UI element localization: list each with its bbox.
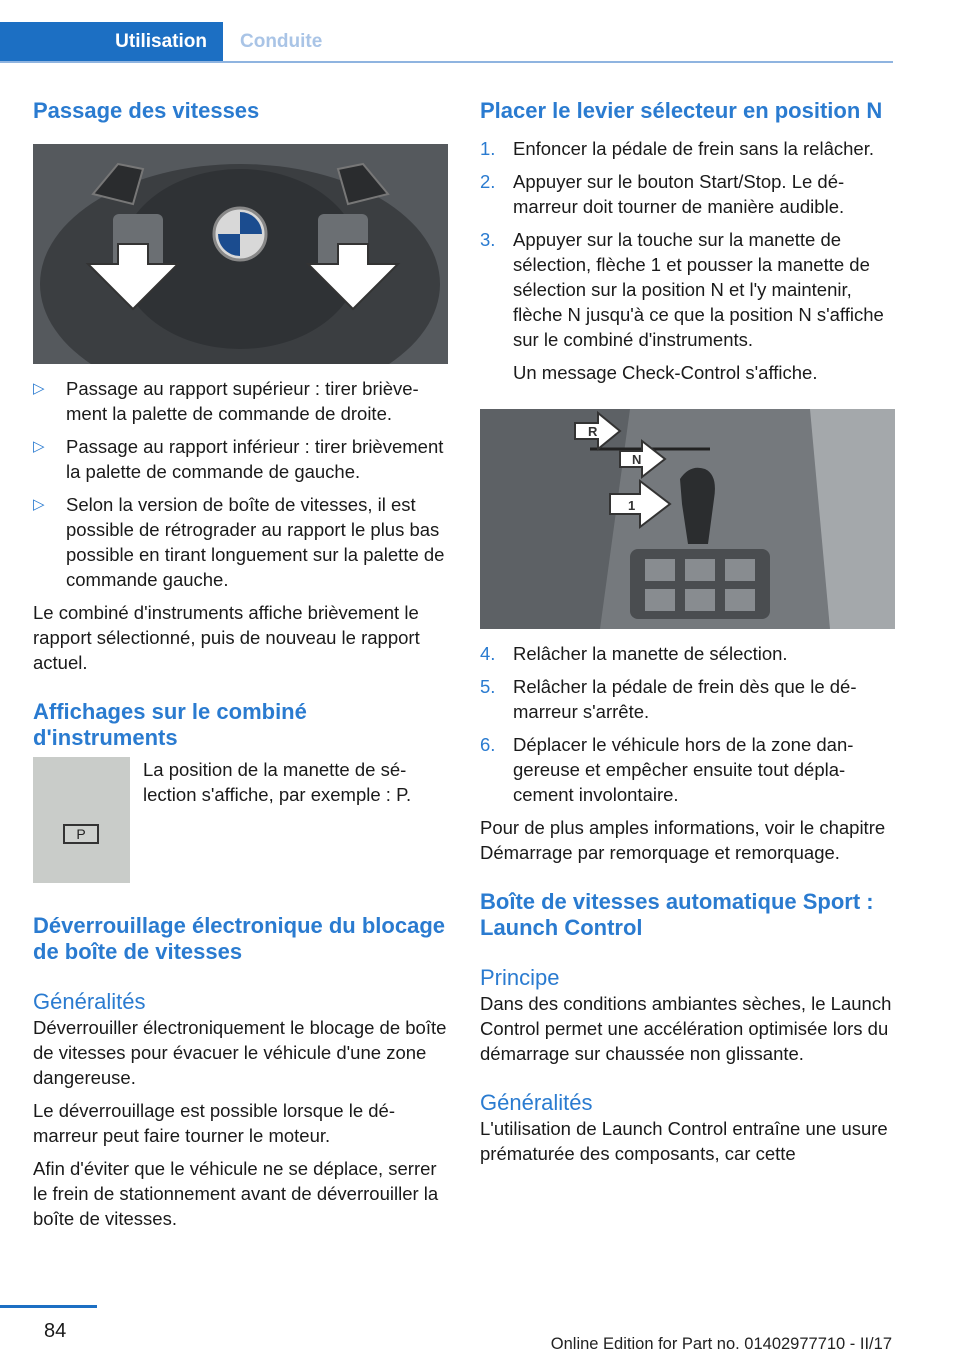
paragraph: L'utilisation de Launch Control entraîne une usure prématurée des composants, car cette <box>480 1118 888 1164</box>
paragraph: Le combiné d'instruments affiche brièvement le rapport sélectionné, puis de nouveau le rapport actuel. <box>33 602 420 673</box>
paragraph: Déverrouiller électroniquement le blocage de boîte de vitesses pour évacuer le véhicule d'une zone dangereuse. <box>33 1017 447 1088</box>
right-column <box>480 98 895 1166</box>
label-r: R <box>588 424 598 439</box>
page-number: 84 <box>44 1320 67 1342</box>
left-column <box>33 98 448 1231</box>
label-1: 1 <box>628 498 636 513</box>
steering-wheel-illustration <box>33 144 448 364</box>
list-item: 2. Appuyer sur le bouton Start/Stop. Le démarreur doit tourner de manière audible. <box>480 171 845 217</box>
gear-selector-photo <box>480 409 895 629</box>
header-rule <box>0 61 893 63</box>
section-title-launch-control: Boîte de vitesses automatique Sport : Launch Control <box>480 889 874 940</box>
paragraph: Le déverrouillage est possible lorsque le démarreur peut faire tourner le moteur. <box>33 1100 396 1146</box>
section-title-neutral: Placer le levier sélecteur en position N <box>480 98 883 123</box>
steps-list-a <box>480 136 895 352</box>
display-example <box>33 757 448 883</box>
paragraph: Pour de plus amples informations, voir le chapitre Démarrage par remorquage et remorquage. <box>480 817 886 863</box>
list-item: 6. Déplacer le véhicule hors de la zone dangereuse et empêcher ensuite tout déplacement involontaire. <box>480 734 854 805</box>
gear-selector-illustration <box>480 409 895 629</box>
tab-conduite[interactable]: Conduite <box>240 31 323 52</box>
triangle-bullet-icon: ▷ <box>33 380 45 397</box>
list-item: ▷ Selon la version de boîte de vitesses, il est possible de rétrograder au rapport le plus bas possible en tirant longuement sur la palette de commande gauche. <box>33 494 445 590</box>
section-title-gear-shift: Passage des vitesses <box>33 98 260 123</box>
shift-bullets <box>33 376 448 592</box>
subsection-title-principle: Principe <box>480 965 560 990</box>
park-symbol-icon: P <box>63 824 99 844</box>
section-title-display: Affichages sur le combiné d'instruments <box>33 699 307 750</box>
list-item: 3. Appuyer sur la touche sur la manette de sélection, flèche 1 et pousser la manette de sélection sur la position N et l'y maintenir, flèche N jusqu'à ce que la position N s'affiche sur le combiné d'instruments. <box>480 229 884 350</box>
steering-wheel-photo <box>33 144 448 364</box>
subsection-title-general: Généralités <box>33 989 146 1014</box>
triangle-bullet-icon: ▷ <box>33 496 45 513</box>
cluster-display-image <box>33 757 130 883</box>
paragraph: Dans des conditions ambiantes sèches, le Launch Control permet une accélération optimisée lors du démarrage sur chaussée non glissante. <box>480 993 892 1064</box>
list-item: 1. Enfoncer la pédale de frein sans la relâcher. <box>480 138 874 159</box>
header-tabs <box>0 22 322 62</box>
subsection-title-general-2: Généralités <box>480 1090 593 1115</box>
tab-utilisation[interactable]: Utilisation <box>0 22 223 62</box>
list-item: ▷ Passage au rapport supérieur : tirer brièvement la palette de commande de droite. <box>33 378 419 424</box>
list-item: ▷ Passage au rapport inférieur : tirer brièvement la palette de commande de gauche. <box>33 436 444 482</box>
list-item: 5. Relâcher la pédale de frein dès que le démarreur s'arrête. <box>480 676 857 722</box>
paragraph: Afin d'éviter que le véhicule ne se déplace, serrer le frein de stationnement avant de déverrouiller la boîte de vitesses. <box>33 1158 439 1229</box>
edition-note: Online Edition for Part no. 01402977710 - II/17 <box>550 1335 892 1353</box>
triangle-bullet-icon: ▷ <box>33 438 45 455</box>
step-note: Un message Check-Control s'affiche. <box>513 362 818 383</box>
display-description: La position de la manette de sélection s'affiche, par exemple : P. <box>143 759 412 805</box>
label-n: N <box>632 452 642 467</box>
section-title-unlock: Déverrouillage électronique du blocage de boîte de vitesses <box>33 913 445 964</box>
list-item: 4. Relâcher la manette de sélection. <box>480 643 788 664</box>
footer-rule <box>0 1305 97 1308</box>
steps-list-b <box>480 641 895 807</box>
